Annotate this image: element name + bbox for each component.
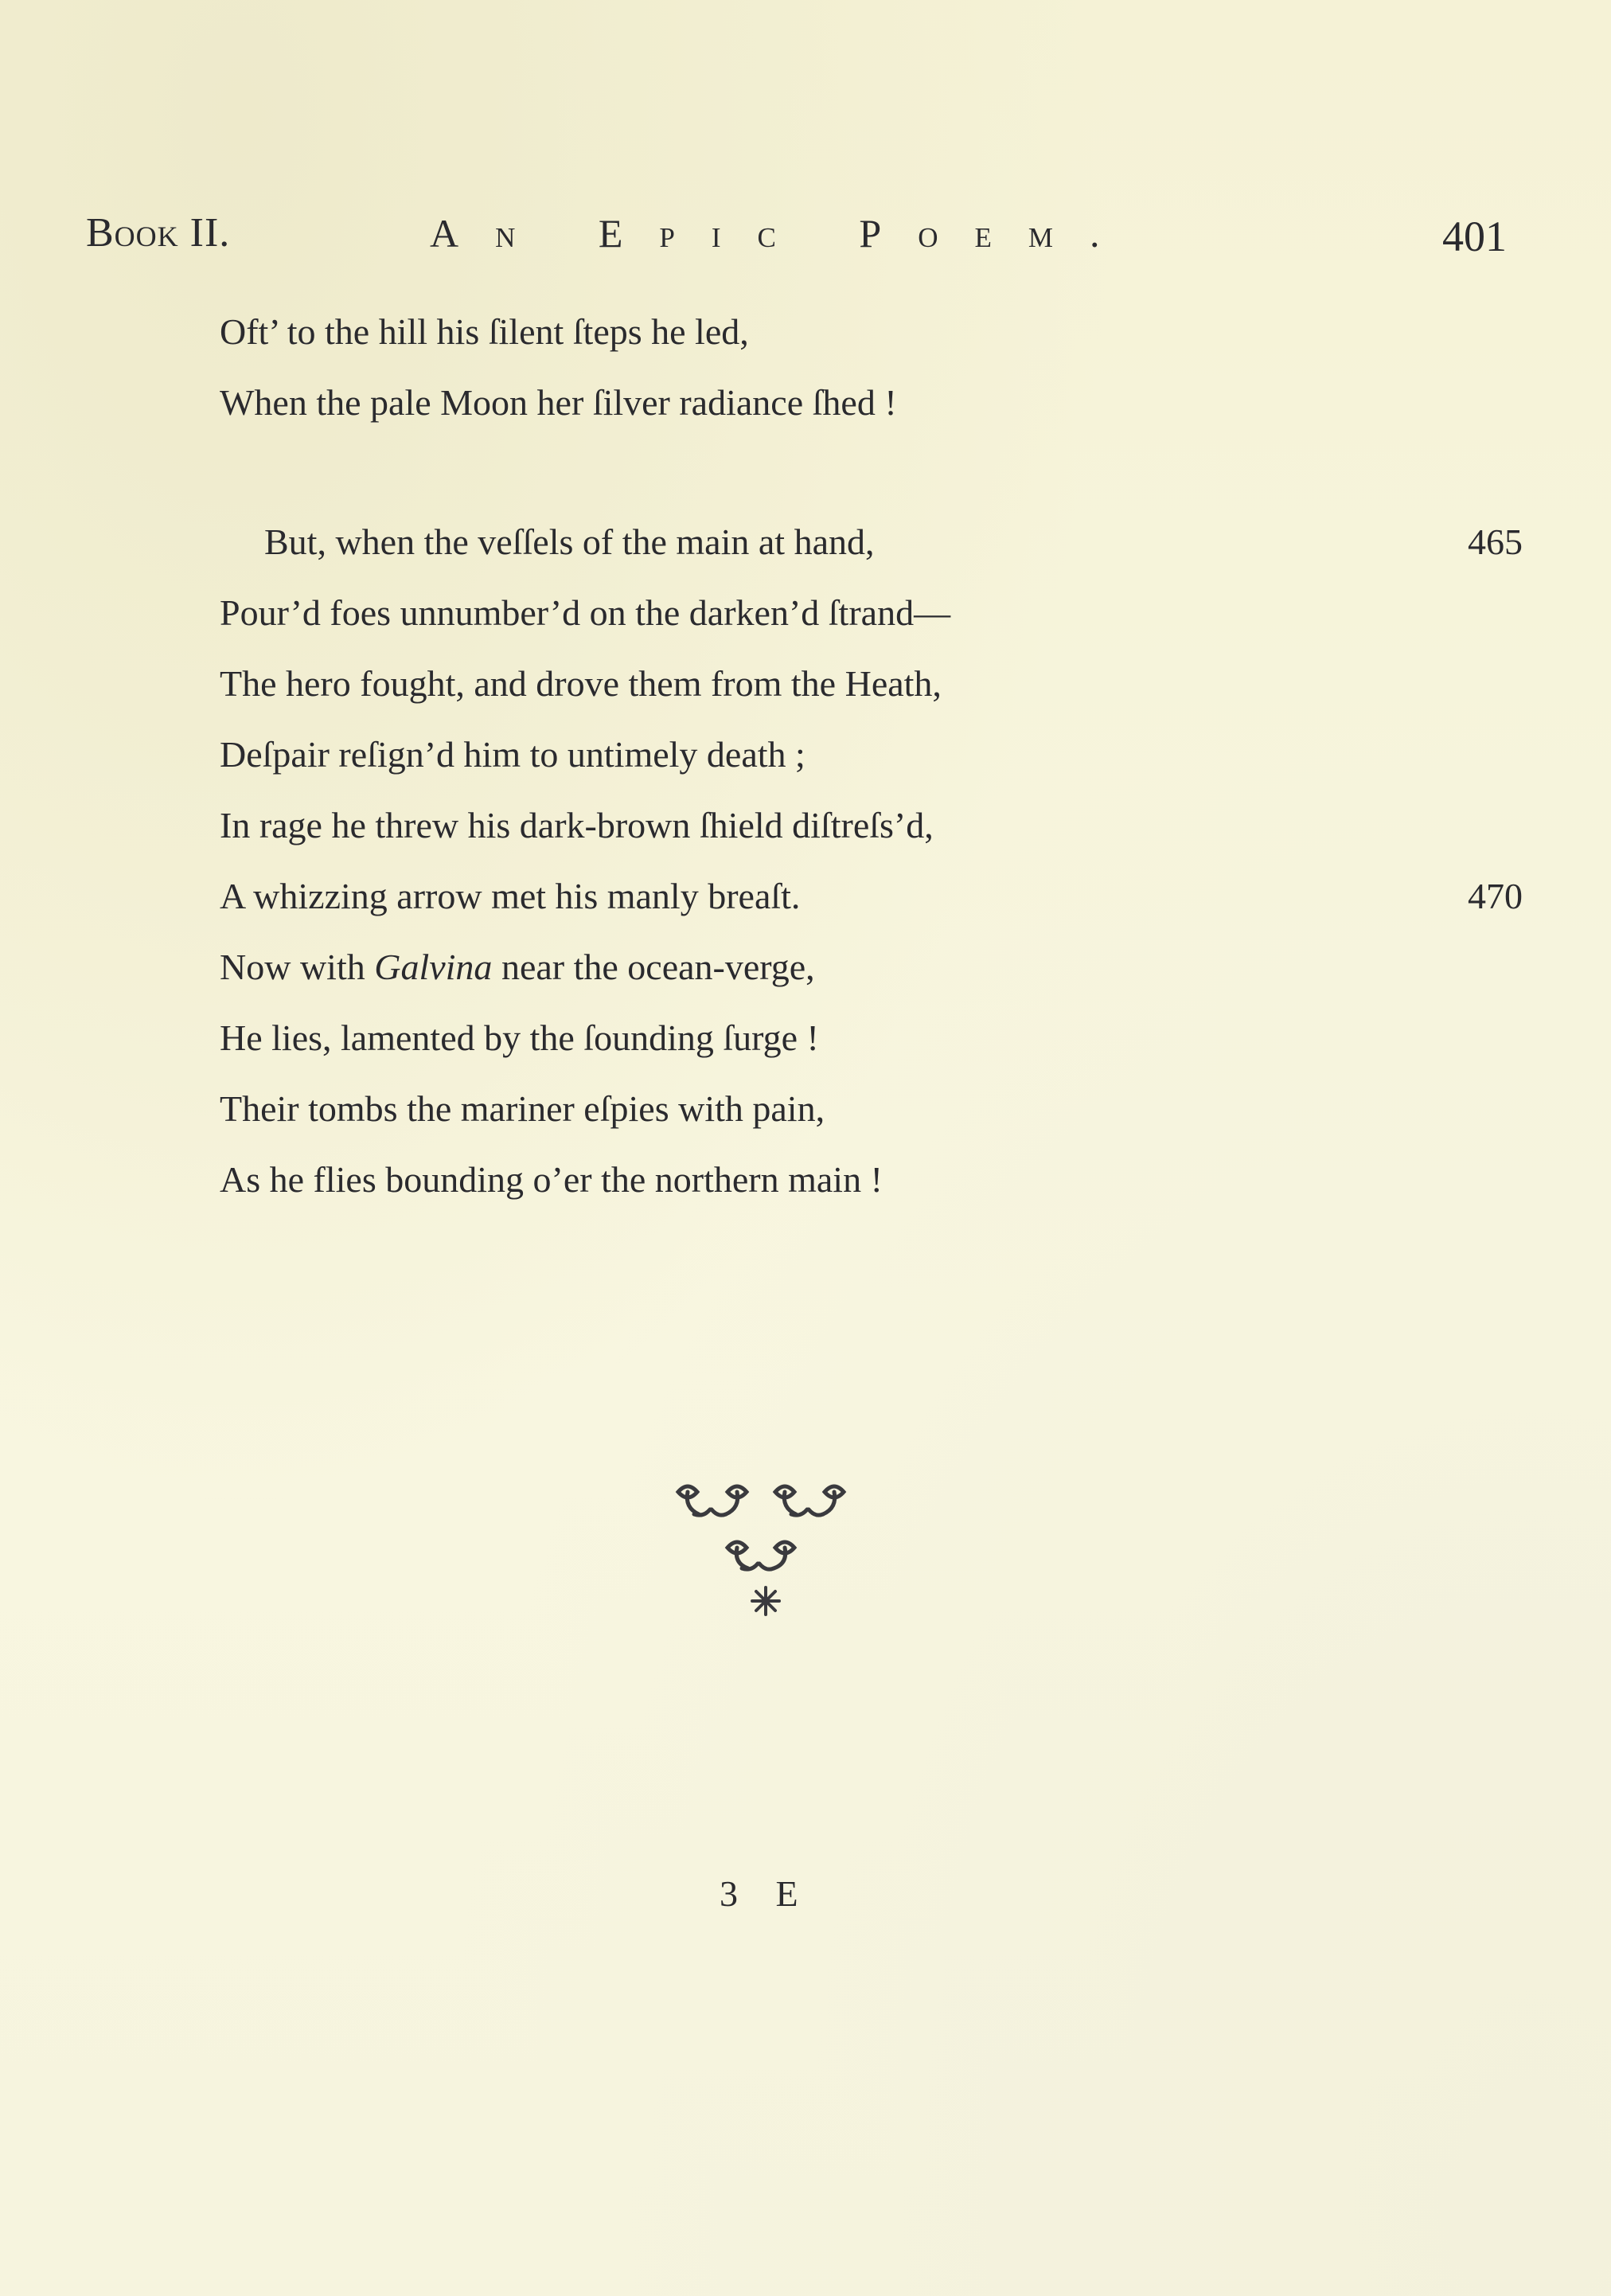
- poem-line: [220, 861, 1523, 931]
- line-number-465: 465: [1468, 521, 1523, 562]
- scroll-motif: [809, 1486, 844, 1515]
- scroll-motif: [712, 1486, 747, 1515]
- running-title: An Epic Poem.: [430, 211, 1137, 256]
- poem-line: As he flies bounding o’er the northern main !: [220, 1159, 883, 1200]
- poem-line: [220, 931, 1318, 1002]
- poem-line-text-before: Now with: [220, 947, 375, 987]
- poem-line: When the pale Moon her ſilver radiance ſhed !: [220, 382, 897, 423]
- poem-line-text: A whizzing arrow met his manly breaſt.: [220, 876, 801, 916]
- poem-line: Their tombs the mariner eſpies with pain,: [220, 1088, 825, 1129]
- scroll-motif: [678, 1486, 710, 1515]
- poem-line-text-after: near the ocean-verge,: [492, 947, 815, 987]
- scroll-motif: [759, 1542, 794, 1569]
- page-number: 401: [1442, 213, 1507, 260]
- stanza-break: [220, 438, 1318, 506]
- book-label: Book II.: [86, 210, 231, 256]
- poem-line-name-galvina: Galvina: [374, 947, 493, 987]
- poem-line: The hero fought, and drove them from the Heath,: [220, 663, 942, 704]
- poem-line: Oft’ to the hill his ſilent ſteps he led,: [220, 311, 749, 352]
- tailpiece-ornament-icon: [662, 1468, 869, 1619]
- poem-line: Pour’d foes unnumber’d on the darken’d ſtrand—: [220, 592, 951, 633]
- poem-line: He lies, lamented by the ſounding ſurge !: [220, 1017, 819, 1058]
- poem-text: [220, 296, 1523, 1215]
- poem-line-text: But, when the veſſels of the main at hand,: [264, 521, 875, 562]
- scroll-motif: [775, 1486, 807, 1515]
- scroll-motif: [727, 1542, 758, 1569]
- signature-mark: 3 E: [720, 1873, 813, 1914]
- line-number-470: 470: [1468, 876, 1523, 916]
- poem-line: Deſpair reſign’d him to untimely death ;: [220, 734, 806, 775]
- poem-line: In rage he threw his dark-brown ſhield diſtreſs’d,: [220, 805, 934, 845]
- star-motif: [752, 1587, 779, 1615]
- poem-line: [220, 506, 1523, 577]
- running-head: [0, 205, 1611, 261]
